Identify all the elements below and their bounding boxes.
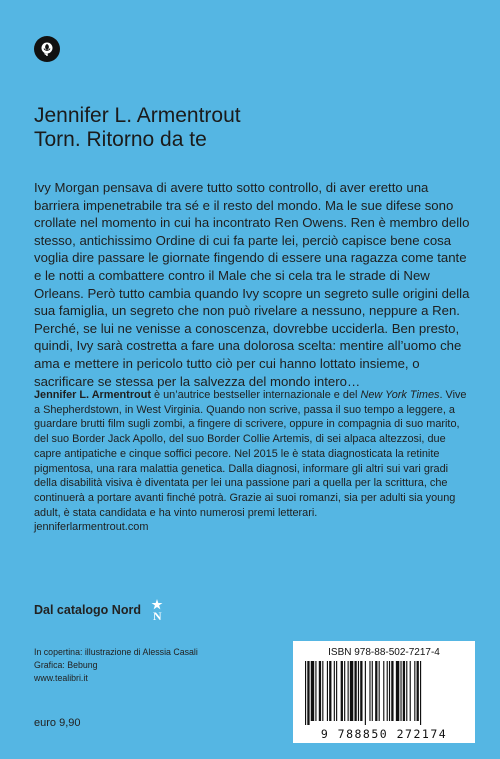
- publisher-website: www.tealibri.it: [34, 673, 88, 683]
- barcode-bar: [391, 661, 393, 721]
- barcode: [301, 661, 467, 725]
- nord-star-logo-icon: [147, 598, 167, 622]
- barcode-bar: [389, 661, 390, 721]
- barcode-bar: [383, 661, 384, 721]
- barcode-bar: [305, 661, 306, 725]
- svg-text:N: N: [152, 609, 162, 622]
- barcode-bar: [341, 661, 343, 721]
- barcode-bar: [336, 661, 337, 721]
- barcode-bar: [319, 661, 321, 721]
- barcode-bar: [315, 661, 316, 721]
- barcode-bar: [354, 661, 356, 721]
- barcode-bar: [322, 661, 323, 721]
- bio-text-intro: è un’autrice bestseller internazionale e del: [150, 389, 361, 401]
- graphics-credit: Grafica: Bebung: [34, 659, 98, 670]
- barcode-bar: [387, 661, 388, 721]
- barcode-bar: [414, 661, 415, 721]
- barcode-bar: [410, 661, 411, 721]
- credits: [34, 646, 198, 671]
- bio-newspaper-name: New York Times: [360, 389, 440, 401]
- barcode-bar: [403, 661, 405, 721]
- barcode-bar: [307, 661, 309, 725]
- author-website: jenniferlarmentrout.com: [34, 521, 149, 534]
- barcode-bar: [348, 661, 349, 721]
- bio-author-name: Jennifer L. Armentrout: [34, 389, 151, 401]
- bio-text-main: . Vive a Shepherdstown, in West Virginia. Quando non scrive, passa il suo tempo a leggere, a guardare brutti film sugli zombi, a fingere di scrivere, oppure in compagnia di suo marito, del suo Border Jack Apollo, del suo Border Collie Artemis, di sei alpaca altezzosi, due capre antipatiche e cinque soffici pecore. Nel 2015 le è stata diagnosticata la retinite pigmentosa, una rara malattia genetica. Dalla diagnosi, informare gli altri sui vari gradi della disabilità visiva è diventata per lei una passione pari a quella per la scrittura, che continuerà a portare avanti finché potrà. Grazie ai suoi romanzi, sia per adulti sia young adult, è stata candidata e ha vinto numerosi premi letterari.: [34, 389, 467, 519]
- barcode-bar: [400, 661, 401, 721]
- barcode-bar: [365, 661, 366, 725]
- isbn-label: ISBN 978-88-502-7217-4: [328, 647, 440, 658]
- barcode-bar: [396, 661, 399, 721]
- book-header: [34, 104, 474, 152]
- rose-icon: [38, 40, 56, 58]
- barcode-bar: [344, 661, 345, 721]
- author-bio: [34, 388, 470, 535]
- catalog-label: [34, 598, 167, 622]
- synopsis-text: Ivy Morgan pensava di avere tutto sotto controllo, di aver eretto una barriera impenetrabile tra sé e il resto del mondo. Ma le sue difese sono crollate nel momento in cui ha incontrato Ren Owens. Ren è membro dello stesso, antichissimo Ordine di cui fa parte lei, perciò capisce bene cosa voglia dire passare le giornate fingendo di essere una ragazza come tante e le notti a combattere contro il Male che si cela tra le strade di New Orleans. Però tutto cambia quando Ivy scopre un segreto sulle origini della sua famiglia, un segreto che non può rivelare a nessuno, neppure a Ren. Perché, se lui ne venisse a conoscenza, dovrebbe ucciderla. Ben presto, quindi, Ivy sarà costretta a fare una dolorosa scelta: mentire all’uomo che ama e mettere in pericolo tutto ciò per cui hanno lottato insieme, o sacrificare se stessa per la salvezza del mondo intero…: [34, 180, 470, 389]
- barcode-bar: [406, 661, 407, 721]
- barcode-bar: [358, 661, 359, 721]
- catalog-text: Dal catalogo Nord: [34, 603, 141, 617]
- barcode-bar: [372, 661, 373, 721]
- isbn-digits: 9 788850 272174: [320, 727, 448, 741]
- book-title: Torn. Ritorno da te: [34, 128, 207, 151]
- barcode-bar: [369, 661, 370, 721]
- author-name: Jennifer L. Armentrout: [34, 104, 241, 127]
- barcode-bar: [334, 661, 335, 721]
- price: euro 9,90: [34, 717, 81, 729]
- barcode-bar: [329, 661, 331, 721]
- cover-credit: In copertina: illustrazione di Alessia Casali: [34, 647, 198, 657]
- barcode-bar: [327, 661, 328, 721]
- publisher-logo: [34, 36, 60, 62]
- barcode-bar: [311, 661, 314, 721]
- barcode-bar: [379, 661, 380, 721]
- barcode-bar: [375, 661, 377, 721]
- barcode-bar: [417, 661, 419, 721]
- barcode-bar: [350, 661, 353, 721]
- barcode-bar: [420, 661, 421, 725]
- barcode-bar: [360, 661, 362, 721]
- isbn-barcode-box: [293, 641, 475, 743]
